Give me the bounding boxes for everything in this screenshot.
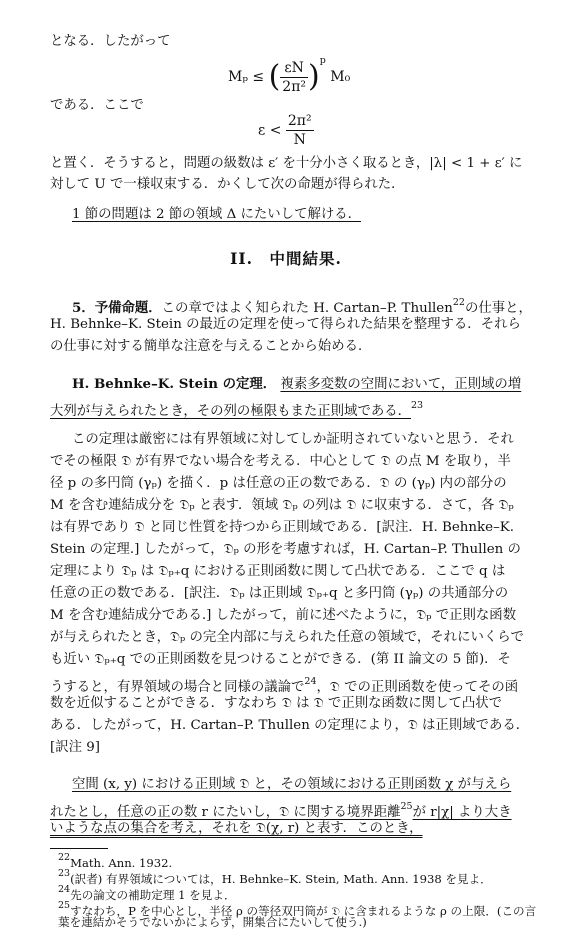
footnote-text: すなわち，P を中心とし，半径 ρ の等径双円筒が 𝔇 に含まれるような ρ の上限．(この言 xyxy=(70,904,537,918)
text-line: 定理により 𝔇ₚ は 𝔇ₚ₊q における正則函数に関して凸状である．ここで q は xyxy=(50,564,506,579)
text-line: M を含む連結成分を 𝔇ₚ と表す．領域 𝔇ₚ の列は 𝔇 に収束する．さて，各 𝔇ₚ xyxy=(50,498,514,513)
footnote-number: 24 xyxy=(58,884,71,895)
equation-1 xyxy=(228,52,350,96)
theorem-line xyxy=(50,396,526,422)
text-line: となる．したがって xyxy=(50,34,171,49)
footnote-ref-25: 25 xyxy=(400,801,413,812)
definition-line xyxy=(50,819,526,839)
eq2-fraction xyxy=(286,112,314,149)
section-heading: II. 中間結果. xyxy=(230,249,342,268)
text-line: である．ここで xyxy=(50,98,144,113)
text-line: の仕事に対する簡単な注意を与えることから始める． xyxy=(50,339,372,354)
left-paren: ( xyxy=(268,59,281,94)
theorem-text: 複素多変数の空間において，正則域の増 xyxy=(280,377,522,392)
text-line: 対して U で一様収束する．かくして次の命題が得られた． xyxy=(50,177,405,192)
eq2-lhs: ε < xyxy=(258,122,282,139)
footnote-ref-23: 23 xyxy=(411,400,424,411)
text-line: と置く．そうすると，問題の級数は ε′ を十分小さく取るとき，|λ| < 1 + ε′ に xyxy=(50,156,523,171)
text-line: も近い 𝔇ₚ₊q での正則函数を見つけることができる．(第 II 論文の 5 節)．そ xyxy=(50,652,511,667)
text-line: ある．したがって，H. Cartan–P. Thullen の定理により，𝔇 は正則域である． xyxy=(50,718,530,733)
right-paren: ) xyxy=(308,59,320,94)
footnote-ref-24: 24 xyxy=(304,676,317,687)
definition-text: 空間 (x, y) における正則域 𝔇 と，その領域における正則函数 χ が与えら xyxy=(72,777,512,792)
text-line: 径 p の多円筒 (γₚ) を描く．p は任意の正の数である．𝔇 の (γₚ) 内の部分の xyxy=(50,476,507,491)
definition-line xyxy=(72,775,526,795)
eq1-lhs: Mₚ ≤ xyxy=(228,69,265,85)
text-line: H. Behnke–K. Stein の最近の定理を使って得られた結果を整理する．それら xyxy=(50,317,521,332)
eq1-denominator: 2π² xyxy=(282,78,307,95)
text-span: うすると，有界領域の場合と同様の議論で xyxy=(50,680,305,695)
footnote-text: (訳者) 有界領域については，H. Behnke–K. Stein, Math. Ann. 1938 を見よ． xyxy=(70,872,492,886)
text-line: [訳注 9] xyxy=(50,740,101,755)
footnote-25-continued: 葉を連結かそうでないかによらず，開集合にたいして使う.) xyxy=(58,915,367,929)
text-line: 数を近似することができる．すなわち 𝔇 は 𝔇 で正則な函数に関して凸状で xyxy=(50,696,503,711)
text-line: M を含む連結成分である.] したがって，前に述べたように，𝔇ₚ で正則な函数 xyxy=(50,608,517,623)
text-span: この章ではよく知られた H. Cartan–P. Thullen xyxy=(161,301,453,316)
definition-text: いような点の集合を考え，それを 𝔇(χ, r) と表す．このとき， xyxy=(50,821,423,836)
subsection-title: 5．予備命題． xyxy=(72,300,162,316)
eq1-numerator: εN xyxy=(280,59,308,78)
text-span: ，𝔇 での正則函数を使ってその函 xyxy=(316,680,519,695)
footnote-text: Math. Ann. 1932. xyxy=(70,856,173,870)
eq2-numerator: 2π² xyxy=(287,113,312,129)
text-line: は有界であり 𝔇 と同じ性質を持つから正則域である．[訳注．H. Behnke–K. xyxy=(50,520,515,535)
footnote-text: 先の論文の補助定理 1 を見よ． xyxy=(70,888,236,902)
footnote-number: 22 xyxy=(58,852,71,863)
text-span: の仕事と， xyxy=(464,301,532,316)
text-line: が与えられたとき，𝔇ₚ の完全内部に与えられた任意の領域で，それにいくらで xyxy=(50,630,524,645)
definition-text: れたとし，任意の正の数 r にたいし，𝔇 に関する境界距離 xyxy=(50,805,401,820)
theorem-text: 大列が与えられたとき，その列の極限もまた正則域である． xyxy=(50,404,412,419)
definition-text: が r|χ| より大き xyxy=(412,805,512,820)
text-line: でその極限 𝔇 が有界でない場合を考える．中心として 𝔇 の点 M を取り，半 xyxy=(50,454,511,469)
text-line: この定理は厳密には有界領域に対してしか証明されていないと思う．それ xyxy=(72,432,514,447)
eq1-exponent: p xyxy=(319,55,326,66)
proposition-text: 1 節の問題は 2 節の領域 Δ にたいして解ける． xyxy=(72,207,362,222)
eq1-rhs: M₀ xyxy=(330,69,351,85)
footnote-ref-22: 22 xyxy=(452,297,465,308)
theorem-title: H. Behnke–K. Stein の定理． xyxy=(72,376,277,392)
text-line: Stein の定理.] したがって，𝔇ₚ の形を考慮すれば，H. Cartan–P. Thullen の xyxy=(50,542,521,557)
theorem-line xyxy=(72,374,526,395)
footnote-rule xyxy=(50,848,108,849)
equation-2 xyxy=(258,112,314,149)
text-line: 任意の正の数である．[訳注．𝔇ₚ は正則域 𝔇ₚ₊q と多円筒 (γₚ) の共通部分の xyxy=(50,586,509,601)
footnote-number: 25 xyxy=(58,900,71,911)
eq1-fraction xyxy=(280,59,308,96)
eq2-denominator: N xyxy=(293,132,306,148)
footnote-number: 23 xyxy=(58,868,71,879)
proposition-line xyxy=(72,205,526,225)
